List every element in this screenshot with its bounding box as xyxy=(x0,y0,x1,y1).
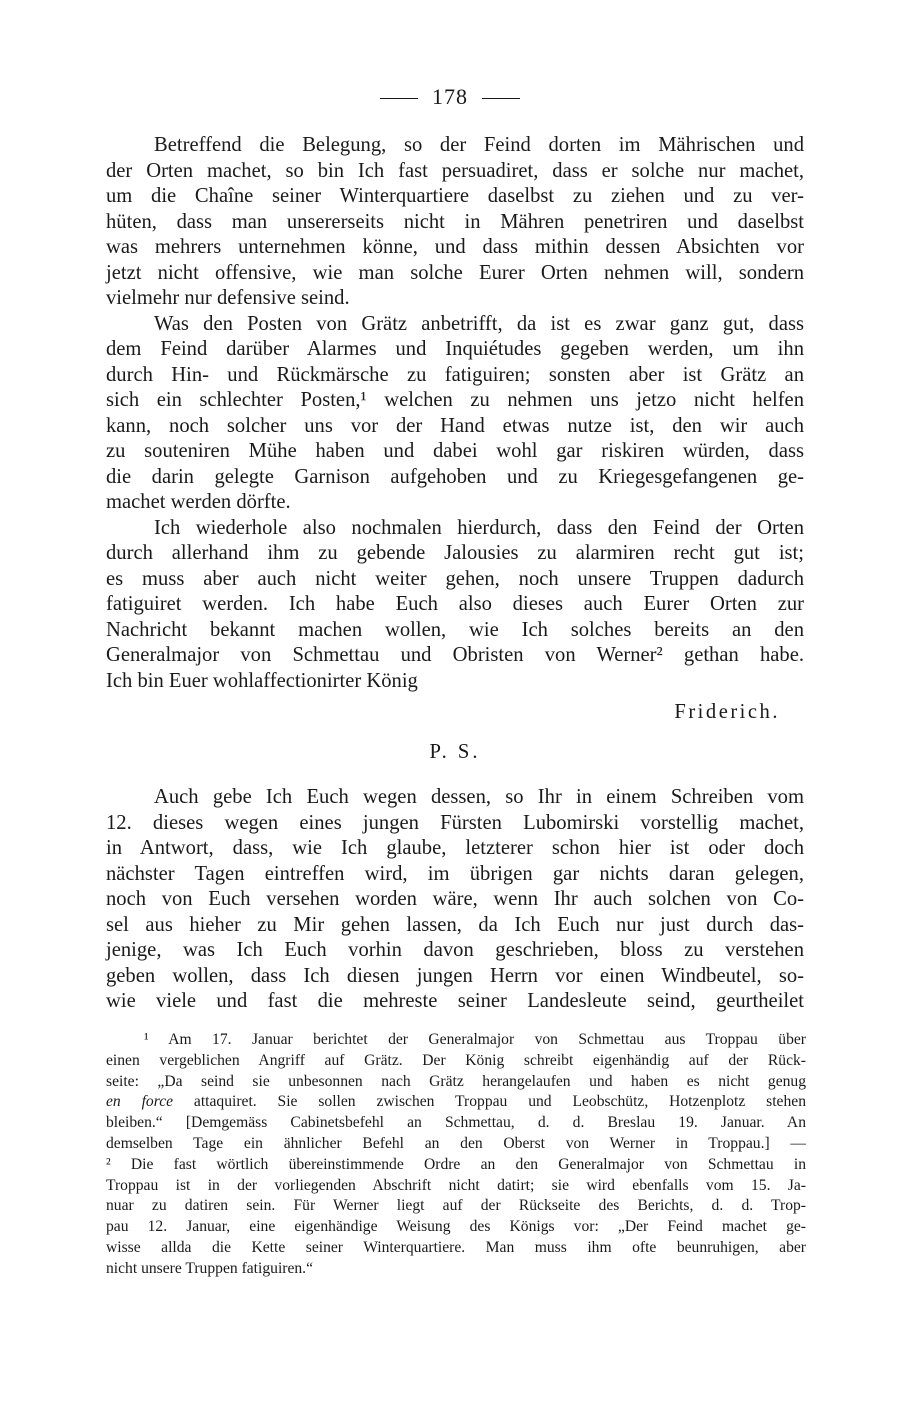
text-line: es muss aber auch nicht weiter gehen, noch unsere Truppen dadurch xyxy=(106,567,804,590)
ps-text-line: sel aus hieher zu Mir gehen lassen, da Ich Euch nur just durch das- xyxy=(106,913,804,936)
header-rule-left xyxy=(380,98,418,99)
text-line: Generalmajor von Schmettau und Obristen von Werner² gethan habe. xyxy=(106,644,804,666)
ps-text-line: jenige, was Ich Euch vorhin davon geschrieben, bloss zu verstehen xyxy=(106,939,804,961)
footnote-line: wisse allda die Kette seiner Winterquartiere. Man muss ihm ofte beunruhigen, aber xyxy=(106,1238,806,1256)
footnote-line: seite: „Da seind sie unbesonnen nach Grätz herangelaufen und haben es nicht genug xyxy=(106,1072,806,1090)
text-line: durch Hin- und Rückmärsche zu fatiguiren; sonsten aber ist Grätz an xyxy=(106,363,804,386)
text-line: zu souteniren Mühe haben und dabei wohl gar riskiren würden, dass xyxy=(106,440,804,462)
ps-text-line: noch von Euch versehen worden wäre, wenn Ihr auch solchen von Co- xyxy=(106,888,804,910)
ps-text-line: geben wollen, dass Ich diesen jungen Herrn vor einen Windbeutel, so- xyxy=(106,964,804,987)
ps-text-line: Auch gebe Ich Euch wegen dessen, so Ihr in einem Schreiben vom xyxy=(154,786,804,808)
text-line: die darin gelegte Garnison aufgehoben und zu Kriegesgefangenen ge- xyxy=(106,465,804,488)
footnotes xyxy=(106,1030,806,1280)
ps-text-line: in Antwort, dass, wie Ich glaube, letzterer schon hier ist oder doch xyxy=(106,837,804,859)
ps-text-line: wie viele und fast die mehreste seiner Landesleute seind, geurtheilet xyxy=(106,990,804,1012)
text-line: durch allerhand ihm zu gebende Jalousies zu alarmiren recht gut ist; xyxy=(106,542,804,564)
text-line: machet werden dörfte. xyxy=(106,491,291,513)
header-rule-right xyxy=(482,98,520,99)
letter-body xyxy=(106,133,804,1015)
signature: Friderich. xyxy=(674,701,780,723)
text-line: Betreffend die Belegung, so der Feind dorten im Mährischen und xyxy=(154,134,804,156)
text-line: jetzt nicht offensive, wie man solche Eurer Orten nehmen will, sondern xyxy=(106,261,804,284)
text-line: dem Feind darüber Alarmes und Inquiétudes gegeben werden, um ihn xyxy=(106,338,804,360)
footnote-line: ¹ Am 17. Januar berichtet der Generalmajor von Schmettau aus Troppau über xyxy=(144,1031,806,1048)
text-line: Nachricht bekannt machen wollen, wie Ich solches bereits an den xyxy=(106,618,804,641)
footnote-line: demselben Tage ein ähnlicher Befehl an den Oberst von Werner in Troppau.] — xyxy=(106,1134,806,1152)
text-line: Ich wiederhole also nochmalen hierdurch, dass den Feind der Orten xyxy=(154,516,804,539)
text-line: was mehrers unternehmen könne, und dass mithin dessen Absichten vor xyxy=(106,236,804,258)
footnote-line: ² Die fast wörtlich übereinstimmende Ordre an den Generalmajor von Schmettau in xyxy=(106,1155,806,1173)
footnote-line: nuar zu datiren sein. Für Werner liegt auf der Rückseite des Berichts, d. d. Trop- xyxy=(106,1197,806,1215)
text-line: der Orten machet, so bin Ich fast persuadiret, dass er solche nur machet, xyxy=(106,159,804,182)
text-line: sich ein schlechter Posten,¹ welchen zu nehmen uns jetzo nicht helfen xyxy=(106,389,804,411)
footnote-line: nicht unsere Truppen fatiguiren.“ xyxy=(106,1259,314,1277)
footnote-line: Troppau ist in der vorliegenden Abschrift nicht datirt; sie wird ebenfalls vom 15. Ja- xyxy=(106,1176,806,1194)
text-line: fatiguiret werden. Ich habe Euch also dieses auch Eurer Orten zur xyxy=(106,593,804,615)
italic-phrase: en force xyxy=(106,1093,174,1111)
text-line: kann, noch solcher uns vor der Hand etwas nutze ist, den wir auch xyxy=(106,414,804,437)
text-line: vielmehr nur defensive seind. xyxy=(106,287,350,309)
footnote-line: einen vergeblichen Angriff auf Grätz. Der König schreibt eigenhändig auf der Rück- xyxy=(106,1051,806,1069)
page-number: 178 xyxy=(432,84,468,109)
text-line: Ich bin Euer wohlaffectionirter König xyxy=(106,669,418,692)
letter-paragraphs xyxy=(106,133,804,694)
text-line: um die Chaîne seiner Winterquartiere daselbst zu ziehen und zu ver- xyxy=(106,185,804,207)
footnote-line: pau 12. Januar, eine eigenhändige Weisung des Königs vor: „Der Feind machet ge- xyxy=(106,1218,806,1236)
text-line: Was den Posten von Grätz anbetrifft, da ist es zwar ganz gut, dass xyxy=(154,312,804,335)
footnote-line: bleiben.“ [Demgemäss Cabinetsbefehl an Schmettau, d. d. Breslau 19. Januar. An xyxy=(106,1114,806,1132)
ps-text-line: nächster Tagen eintreffen wird, im übrigen gar nichts daran gelegen, xyxy=(106,862,804,885)
page-header xyxy=(0,84,900,110)
postscript-text xyxy=(106,785,804,1015)
ps-text-line: 12. dieses wegen eines jungen Fürsten Lubomirski vorstellig machet, xyxy=(106,811,804,834)
postscript-heading: P. S. xyxy=(429,740,481,763)
footnote-line: en force attaquiret. Sie sollen zwischen Troppau und Leobschütz, Hotzenplotz stehen xyxy=(106,1093,806,1111)
text-line: hüten, dass man unsererseits nicht in Mähren penetriren und daselbst xyxy=(106,210,804,233)
